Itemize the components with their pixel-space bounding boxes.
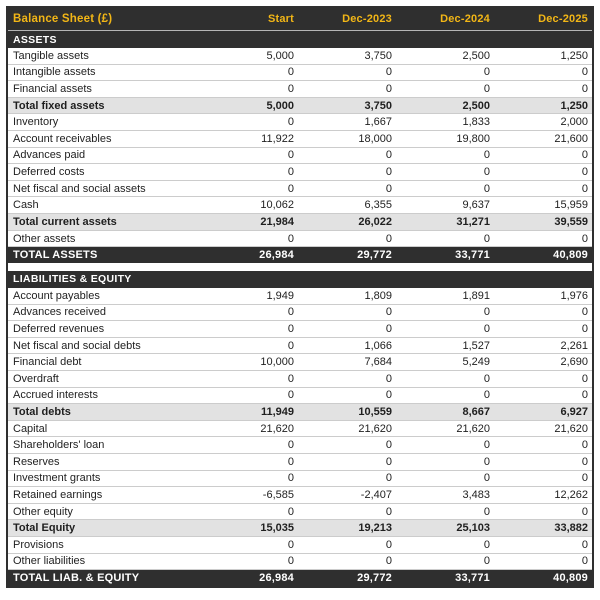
row-label: Cash	[13, 199, 39, 212]
column-header-dec-2025: Dec-2025	[538, 13, 588, 25]
table-header-row	[8, 8, 592, 31]
subtotal-row	[8, 98, 592, 115]
row-label: Total Equity	[13, 522, 76, 535]
cell-value: 0	[581, 389, 588, 402]
cell-value: 19,213	[358, 522, 392, 535]
cell-value: 0	[287, 339, 294, 352]
cell-value: 0	[581, 322, 588, 335]
cell-value: 0	[581, 439, 588, 452]
cell-value: 5,249	[462, 356, 490, 369]
cell-value: 0	[483, 455, 490, 468]
cell-value: 0	[385, 372, 392, 385]
cell-value: 1,527	[462, 339, 490, 352]
cell-value: 0	[287, 83, 294, 96]
cell-value: 0	[483, 555, 490, 568]
row-label: Other equity	[13, 505, 73, 518]
table-row	[8, 421, 592, 438]
cell-value: 0	[581, 306, 588, 319]
subtotal-row	[8, 520, 592, 537]
cell-value: 1,809	[364, 289, 392, 302]
row-label: Net fiscal and social debts	[13, 339, 141, 352]
cell-value: 15,959	[554, 199, 588, 212]
cell-value: 0	[385, 455, 392, 468]
section-header-label: LIABILITIES & EQUITY	[13, 273, 132, 286]
cell-value: 0	[385, 149, 392, 162]
row-label: Advances received	[13, 306, 106, 319]
row-label: Inventory	[13, 116, 59, 129]
cell-value: 0	[287, 505, 294, 518]
cell-value: 33,882	[554, 522, 588, 535]
cell-value: 39,559	[554, 215, 588, 228]
cell-value: 0	[581, 66, 588, 79]
column-header-dec-2024: Dec-2024	[440, 13, 490, 25]
cell-value: 2,000	[560, 116, 588, 129]
table-row	[8, 197, 592, 214]
cell-value: 1,949	[266, 289, 294, 302]
row-label: Deferred revenues	[13, 322, 105, 335]
cell-value: 0	[483, 372, 490, 385]
cell-value: 0	[581, 472, 588, 485]
table-row	[8, 437, 592, 454]
cell-value: 6,355	[364, 199, 392, 212]
table-row	[8, 487, 592, 504]
cell-value: 0	[483, 538, 490, 551]
row-label: Total debts	[13, 405, 71, 418]
cell-value: 0	[287, 439, 294, 452]
cell-value: 0	[483, 322, 490, 335]
table-row	[8, 288, 592, 305]
cell-value: 0	[483, 439, 490, 452]
row-label: Capital	[13, 422, 48, 435]
cell-value: -2,407	[360, 489, 392, 502]
cell-value: 2,500	[462, 49, 490, 62]
balance-sheet-table	[6, 6, 594, 588]
row-label: Accrued interests	[13, 389, 98, 402]
cell-value: 40,809	[553, 249, 588, 262]
table-row	[8, 81, 592, 98]
cell-value: 21,620	[456, 422, 490, 435]
cell-value: 10,062	[260, 199, 294, 212]
row-label: Other assets	[13, 232, 76, 245]
cell-value: 0	[581, 538, 588, 551]
row-label: Reserves	[13, 455, 60, 468]
cell-value: 0	[287, 538, 294, 551]
cell-value: 0	[385, 182, 392, 195]
cell-value: 2,261	[560, 339, 588, 352]
row-label: Retained earnings	[13, 489, 103, 502]
cell-value: 0	[287, 66, 294, 79]
table-row	[8, 164, 592, 181]
row-label: Advances paid	[13, 149, 86, 162]
cell-value: 3,750	[364, 49, 392, 62]
cell-value: 1,667	[364, 116, 392, 129]
cell-value: 0	[287, 472, 294, 485]
cell-value: 5,000	[266, 49, 294, 62]
cell-value: 0	[385, 472, 392, 485]
cell-value: 0	[287, 149, 294, 162]
table-row	[8, 338, 592, 355]
table-row	[8, 354, 592, 371]
cell-value: 2,690	[560, 356, 588, 369]
table-row	[8, 454, 592, 471]
cell-value: 0	[581, 372, 588, 385]
cell-value: 18,000	[358, 132, 392, 145]
table-row	[8, 48, 592, 65]
table-row	[8, 537, 592, 554]
cell-value: 0	[287, 372, 294, 385]
cell-value: 0	[483, 472, 490, 485]
table-row	[8, 554, 592, 571]
cell-value: 19,800	[456, 132, 490, 145]
cell-value: 1,250	[560, 49, 588, 62]
cell-value: 0	[287, 306, 294, 319]
cell-value: 7,684	[364, 356, 392, 369]
cell-value: 0	[385, 166, 392, 179]
cell-value: 0	[483, 166, 490, 179]
cell-value: 26,022	[358, 215, 392, 228]
cell-value: 0	[385, 83, 392, 96]
cell-value: 11,922	[261, 132, 294, 145]
cell-value: 0	[483, 306, 490, 319]
cell-value: 0	[581, 83, 588, 96]
cell-value: 8,667	[462, 405, 490, 418]
cell-value: 25,103	[456, 522, 490, 535]
section-header-label: ASSETS	[13, 33, 57, 46]
cell-value: 10,000	[260, 356, 294, 369]
table-row	[8, 131, 592, 148]
cell-value: 31,271	[456, 215, 490, 228]
row-label: Shareholders' loan	[13, 439, 105, 452]
cell-value: 0	[581, 555, 588, 568]
cell-value: 0	[581, 232, 588, 245]
table-row	[8, 471, 592, 488]
cell-value: 40,809	[553, 572, 588, 585]
cell-value: 0	[385, 555, 392, 568]
cell-value: 0	[581, 166, 588, 179]
row-label: Provisions	[13, 538, 64, 551]
table-row	[8, 371, 592, 388]
page-title: Balance Sheet (£)	[13, 13, 113, 25]
cell-value: 15,035	[260, 522, 294, 535]
cell-value: 29,772	[357, 249, 392, 262]
section-gap	[8, 263, 592, 271]
balance-sheet-rows	[8, 31, 592, 586]
cell-value: 21,620	[260, 422, 294, 435]
row-label: Financial debt	[13, 356, 82, 369]
cell-value: 21,620	[358, 422, 392, 435]
row-label: Overdraft	[13, 372, 59, 385]
cell-value: 0	[483, 83, 490, 96]
table-row	[8, 148, 592, 165]
cell-value: 2,500	[462, 99, 490, 112]
cell-value: 0	[385, 66, 392, 79]
cell-value: 0	[581, 182, 588, 195]
cell-value: 0	[287, 232, 294, 245]
row-label: TOTAL ASSETS	[13, 249, 98, 262]
cell-value: 0	[385, 306, 392, 319]
cell-value: 26,984	[259, 572, 294, 585]
cell-value: 0	[385, 389, 392, 402]
row-label: Deferred costs	[13, 166, 85, 179]
cell-value: 1,250	[560, 99, 588, 112]
row-label: Total current assets	[13, 215, 117, 228]
cell-value: 1,833	[462, 116, 490, 129]
row-label: Intangible assets	[13, 66, 96, 79]
cell-value: 9,637	[462, 199, 490, 212]
cell-value: 3,483	[462, 489, 490, 502]
cell-value: 21,620	[554, 422, 588, 435]
cell-value: 5,000	[266, 99, 294, 112]
row-label: Net fiscal and social assets	[13, 182, 146, 195]
row-label: Financial assets	[13, 83, 92, 96]
cell-value: 0	[483, 505, 490, 518]
column-header-start: Start	[267, 13, 294, 25]
section-header-row	[8, 271, 592, 288]
cell-value: 0	[581, 455, 588, 468]
cell-value: 33,771	[455, 249, 490, 262]
cell-value: 26,984	[259, 249, 294, 262]
cell-value: 0	[385, 439, 392, 452]
cell-value: 0	[287, 389, 294, 402]
cell-value: 0	[287, 555, 294, 568]
cell-value: 0	[287, 166, 294, 179]
cell-value: 0	[287, 455, 294, 468]
table-row	[8, 388, 592, 405]
cell-value: -6,585	[262, 489, 294, 502]
cell-value: 1,976	[560, 289, 588, 302]
subtotal-row	[8, 214, 592, 231]
cell-value: 0	[287, 322, 294, 335]
row-label: TOTAL LIAB. & EQUITY	[13, 572, 140, 585]
row-label: Total fixed assets	[13, 99, 105, 112]
cell-value: 0	[483, 232, 490, 245]
cell-value: 0	[287, 116, 294, 129]
row-label: Other liabilities	[13, 555, 86, 568]
table-row	[8, 504, 592, 521]
row-label: Tangible assets	[13, 49, 89, 62]
total-row	[8, 247, 592, 263]
cell-value: 0	[581, 505, 588, 518]
cell-value: 21,984	[260, 215, 294, 228]
cell-value: 1,066	[364, 339, 392, 352]
subtotal-row	[8, 404, 592, 421]
table-row	[8, 65, 592, 82]
cell-value: 0	[581, 149, 588, 162]
cell-value: 29,772	[357, 572, 392, 585]
cell-value: 0	[483, 389, 490, 402]
cell-value: 0	[287, 182, 294, 195]
cell-value: 1,891	[462, 289, 490, 302]
cell-value: 33,771	[455, 572, 490, 585]
cell-value: 0	[385, 505, 392, 518]
cell-value: 6,927	[560, 405, 588, 418]
cell-value: 12,262	[554, 489, 588, 502]
row-label: Account receivables	[13, 132, 112, 145]
table-row	[8, 231, 592, 248]
cell-value: 11,949	[260, 405, 294, 418]
cell-value: 0	[483, 182, 490, 195]
cell-value: 3,750	[364, 99, 392, 112]
cell-value: 0	[385, 538, 392, 551]
cell-value: 10,559	[358, 405, 392, 418]
table-row	[8, 181, 592, 198]
cell-value: 0	[385, 232, 392, 245]
table-row	[8, 114, 592, 131]
row-label: Investment grants	[13, 472, 101, 485]
cell-value: 21,600	[554, 132, 588, 145]
table-row	[8, 321, 592, 338]
section-header-row	[8, 31, 592, 48]
row-label: Account payables	[13, 289, 100, 302]
cell-value: 0	[483, 149, 490, 162]
column-header-dec-2023: Dec-2023	[342, 13, 392, 25]
cell-value: 0	[385, 322, 392, 335]
table-row	[8, 305, 592, 322]
cell-value: 0	[483, 66, 490, 79]
total-row	[8, 570, 592, 586]
